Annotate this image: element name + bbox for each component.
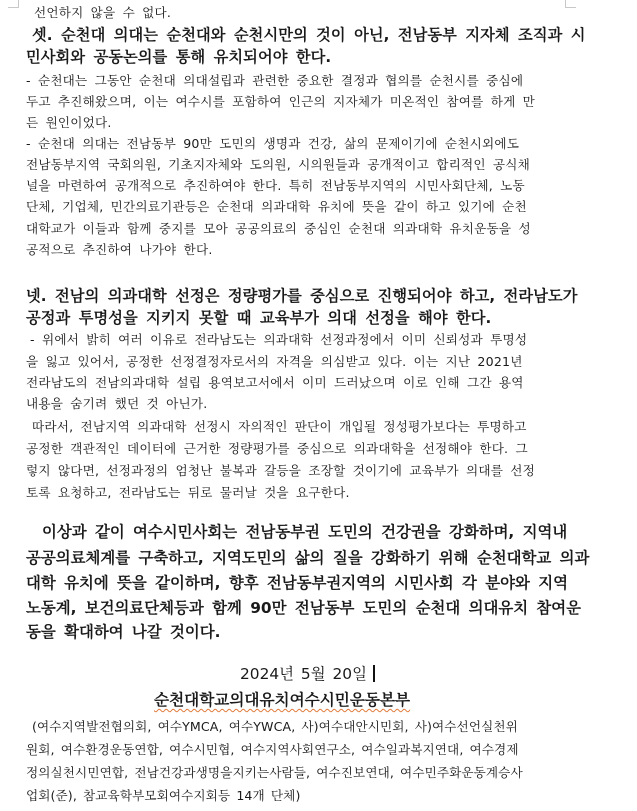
section-heading-line: 넷. 전남의 의과대학 선정은 정량평가를 중심으로 진행되어야 하고, 전라남도가 bbox=[26, 287, 578, 305]
closing-statement-line: 노동계, 보건의료단체등과 함께 90만 전남동부 도민의 순천대 의대유치 참여운 bbox=[26, 599, 582, 617]
closing-statement-line: 공공의료체계를 구축하고, 지역도민의 삶의 질을 강화하기 위해 순천대학교 의과 bbox=[26, 549, 590, 567]
body-text-line: 공정한 객관적인 데이터에 근거한 정량평가를 중심으로 의과대학을 선정해야 한다. 그 bbox=[26, 441, 528, 456]
body-text-line: - 순천대는 그동안 순천대 의대설립과 관련한 중요한 결정과 협의를 순천시를 중심에 bbox=[26, 73, 524, 88]
signature-date: 2024년 5월 20일 bbox=[240, 665, 367, 683]
body-text-line: 선언하지 않을 수 없다. bbox=[34, 5, 172, 20]
section-heading-line: 민사회와 공동논의를 통해 유치되어야 한다. bbox=[26, 48, 332, 66]
body-text-line: 전라남도의 전남의과대학 설립 용역보고서에서 이미 드러났으며 이로 인해 그간 용역 bbox=[26, 375, 524, 390]
closing-statement-line: 대학 유치에 뜻을 같이하며, 향후 전남동부권지역의 시민사회 각 분야와 지역 bbox=[26, 574, 568, 592]
closing-statement-line: 이상과 같이 여수시민사회는 전남동부권 도민의 건강권을 강화하며, 지역내 bbox=[42, 523, 568, 541]
body-text-line: 두고 추진해왔으며, 이는 여수시를 포함하여 인근의 지자체가 미온적인 참여를 하게 만 bbox=[26, 94, 536, 109]
body-text-line: 든 원인이었다. bbox=[26, 115, 112, 130]
body-text-line: 공적으로 추진하여 나가야 한다. bbox=[26, 242, 213, 257]
member-list-line: 정의실천시민연합, 전남건강과생명을지키는사람들, 여수진보연대, 여수민주화운동계승사 bbox=[26, 765, 523, 780]
body-text-line: 토록 요청하고, 전라남도는 뒤로 물러날 것을 요구한다. bbox=[26, 485, 350, 500]
closing-statement-line: 동을 확대하여 나갈 것이다. bbox=[26, 623, 221, 641]
body-text-line: - 순천대 의대는 전남동부 90만 도민의 생명과 건강, 삶의 문제이기에 순천시외에도 bbox=[26, 136, 520, 151]
body-text-line: 전남동부지역 국회의원, 기초지자체와 도의원, 시의원들과 공개적이고 합리적인 공식채 bbox=[26, 157, 530, 172]
body-text-line: 내용을 숨기려 했던 것 아닌가. bbox=[26, 396, 208, 411]
body-text-line: 대학교가 이들과 함께 중지를 모아 공공의료의 중심인 순천대 의과대학 유치운동을 성 bbox=[26, 221, 531, 236]
text-cursor bbox=[373, 665, 375, 682]
member-list-line: 원회, 여수환경운동연합, 여수시민협, 여수지역사회연구소, 여수일과복지연대, 여수경제 bbox=[26, 742, 519, 757]
page-corner-mark-left bbox=[8, 0, 19, 8]
page-corner-mark-right bbox=[565, 0, 576, 8]
body-text-line: 널을 마련하여 공개적으로 추진하여야 한다. 특히 전남동부지역의 시민사회단체, 노동 bbox=[26, 178, 525, 193]
signature-date-line[interactable] bbox=[240, 662, 375, 684]
member-list-line: (여수지역발전협의회, 여수YMCA, 여수YWCA, 사)여수대안시민회, 사)여수선언실천위 bbox=[32, 719, 518, 734]
section-heading-line: 공정과 투명성을 지키지 못할 때 교육부가 의대 선정을 해야 한다. bbox=[26, 309, 492, 327]
body-text-line: 렇지 않다면, 선정과정의 엄청난 불복과 갈등을 조장할 것이기에 교육부가 의대를 선정 bbox=[26, 463, 536, 478]
signature-organization: 순천대학교의대유치여수시민운동본부 bbox=[154, 691, 411, 709]
body-text-line: 을 잃고 있어서, 공정한 선정결정자로서의 자격을 의심받고 있다. 이는 지난 2021년 bbox=[26, 354, 523, 369]
body-text-line: - 위에서 밝히 여러 이유로 전라남도는 의과대학 선정과정에서 이미 신뢰성과 투명성 bbox=[30, 332, 528, 347]
section-heading-line: 셋. 순천대 의대는 순천대와 순천시만의 것이 아닌, 전남동부 지자체 조직과 시 bbox=[32, 26, 586, 44]
member-list-line: 업회(준), 참교육학부모회여수지회등 14개 단체) bbox=[26, 788, 301, 803]
body-text-line: 단체, 기업체, 민간의료기관등은 순천대 의과대학 유치에 뜻을 같이 하고 있기에 순천 bbox=[26, 199, 527, 214]
body-text-line: 따라서, 전남지역 의과대학 선정시 자의적인 판단이 개입될 정성평가보다는 투명하고 bbox=[32, 419, 527, 434]
